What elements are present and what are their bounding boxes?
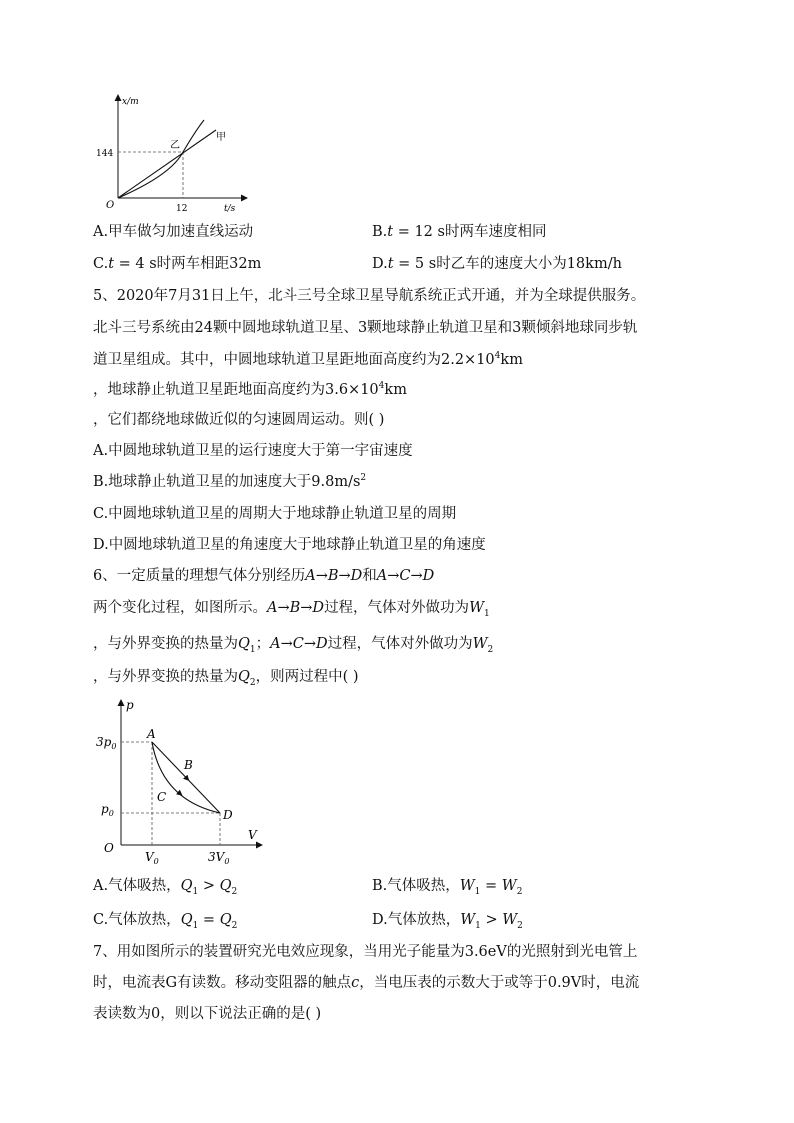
q5-b-text: B.地球静止轨道卫星的加速度大于 — [93, 474, 312, 490]
q4-option-b[interactable] — [372, 222, 546, 242]
pv-graph — [96, 695, 271, 865]
q6-d-w1: W — [460, 912, 476, 928]
q5-b-val: 9.8m/s — [311, 474, 361, 490]
q6-w2: W — [472, 636, 488, 652]
tick-p0 — [101, 802, 114, 818]
tick-3v0-base: 3V — [208, 850, 225, 864]
point-b-label: B — [184, 758, 193, 772]
q5-height-1-exp: 4 — [494, 351, 501, 362]
q6-b-text: B.气体吸热， — [372, 878, 460, 894]
q6-a-rel: > — [198, 878, 220, 894]
q4-option-c[interactable] — [93, 254, 261, 274]
q6-a-q2-sub: 2 — [231, 886, 238, 897]
q4-b-prefix: B. — [372, 224, 388, 240]
q6-line-3-path: A→C→D — [270, 636, 328, 652]
q6-a-q1-sub: 1 — [192, 886, 199, 897]
q6-d-w2: W — [502, 912, 518, 928]
q6-a-q1: Q — [180, 878, 193, 894]
q6-line-1-text: 6、一定质量的理想气体分别经历 — [93, 568, 306, 584]
q7-line-2 — [93, 973, 639, 993]
q6-option-c[interactable] — [93, 910, 237, 930]
tick-p0-base: p — [101, 802, 109, 816]
q6-line-3-text: ，与外界变换的热量为 — [93, 636, 238, 652]
q6-line-2 — [93, 598, 490, 618]
q4-c-text: 时两车相距32m — [156, 256, 262, 272]
q7-line-1: 7、用如图所示的装置研究光电效应现象，当用光子能量为3.6eV的光照射到光电管上 — [93, 944, 638, 960]
q5-height-2-exp: 4 — [378, 381, 385, 392]
q6-path-2: A→C→D — [376, 568, 435, 584]
tick-3p0-sub: 0 — [111, 742, 117, 751]
x-axis-label: t/s — [224, 204, 236, 214]
q6-c-text: C.气体放热， — [93, 912, 181, 928]
q6-q2-sub: 2 — [249, 677, 256, 688]
line-jia — [118, 130, 216, 198]
label-yi: 乙 — [170, 140, 180, 151]
p-axis-label: p — [126, 698, 134, 712]
q6-line-3 — [93, 634, 493, 654]
q7-line-2-a: 时，电流表G有读数。移动变阻器的触点 — [93, 975, 352, 991]
q6-q2: Q — [238, 669, 250, 685]
tick-3v0 — [208, 850, 229, 865]
origin-label: O — [106, 200, 115, 211]
tick-p0-sub: 0 — [108, 809, 114, 818]
q4-option-a[interactable]: A.甲车做匀加速直线运动 — [93, 224, 254, 240]
q6-option-b[interactable] — [372, 876, 522, 896]
q6-c-q2-sub: 2 — [231, 920, 238, 931]
q6-option-a[interactable] — [93, 876, 237, 896]
q4-d-text: 时乙车的速度大小为18km/h — [436, 256, 622, 272]
x-tick-12: 12 — [176, 204, 188, 214]
q6-line-4 — [93, 667, 359, 687]
y-tick-144: 144 — [96, 149, 114, 159]
tick-3p0 — [96, 735, 116, 751]
q6-line-4-end: ，则两过程中( ) — [255, 669, 359, 685]
y-axis-label: x/m — [122, 97, 139, 107]
q6-path-1: A→B→D — [305, 568, 363, 584]
tick-v0 — [145, 850, 159, 865]
point-a-label: A — [147, 727, 156, 741]
q4-d-eq: = 5 s — [393, 256, 437, 272]
q6-b-rel: = — [480, 878, 502, 894]
q6-line-3-mid: 过程，气体对外做功为 — [327, 636, 473, 652]
q6-b-w1-sub: 1 — [474, 886, 481, 897]
q6-q1-sub: 1 — [249, 644, 256, 655]
q6-a-text: A.气体吸热， — [93, 878, 181, 894]
q4-d-t: t — [387, 256, 394, 272]
q7-contact-c: c — [351, 975, 360, 991]
q5-height-2-unit: km — [384, 382, 407, 398]
q6-q1: Q — [238, 636, 250, 652]
origin-label: O — [104, 841, 114, 855]
q6-b-w2: W — [501, 878, 517, 894]
point-c-label: C — [157, 790, 167, 804]
q5-option-a[interactable]: A.中圆地球轨道卫星的运行速度大于第一宇宙速度 — [93, 443, 413, 459]
q4-c-prefix: C. — [93, 256, 109, 272]
q5-option-b[interactable] — [93, 472, 366, 492]
q6-d-rel: > — [480, 912, 503, 928]
curve-yi — [118, 120, 204, 198]
q6-w1: W — [469, 600, 484, 616]
q7-line-3: 表读数为0，则以下说法正确的是( ) — [93, 1006, 322, 1022]
tick-3p0-base: 3p — [96, 735, 112, 749]
q4-option-d[interactable] — [372, 254, 622, 274]
q6-and: 和 — [362, 568, 377, 584]
point-d-label: D — [223, 808, 233, 822]
q6-w2-sub: 2 — [487, 644, 494, 655]
q5-height-1-unit: km — [500, 352, 523, 368]
q6-c-q2: Q — [219, 912, 232, 928]
q4-c-eq: = 4 s — [114, 256, 157, 272]
q6-line-4-text: ，与外界变换的热量为 — [93, 669, 238, 685]
v-axis-label: V — [248, 828, 257, 842]
q5-line-1: 5、2020年7月31日上午，北斗三号全球卫星导航系统正式开通，并为全球提供服务。 — [93, 288, 646, 304]
q6-b-w1: W — [459, 878, 475, 894]
q4-d-prefix: D. — [372, 256, 388, 272]
q5-line-3 — [93, 350, 523, 370]
label-jia: 甲 — [216, 132, 226, 143]
q6-c-rel: = — [198, 912, 220, 928]
tick-3v0-sub: 0 — [224, 857, 230, 865]
q4-b-eq: = 12 s — [393, 224, 445, 240]
q6-b-w2-sub: 2 — [516, 886, 523, 897]
q5-option-c[interactable]: C.中圆地球轨道卫星的周期大于地球静止轨道卫星的周期 — [93, 506, 457, 522]
q5-line-2: 北斗三号系统由24颗中圆地球轨道卫星、3颗地球静止轨道卫星和3颗倾斜地球同步轨 — [93, 320, 638, 336]
q6-line-2-path: A→B→D — [267, 600, 325, 616]
q4-c-t: t — [108, 256, 115, 272]
q6-option-d[interactable] — [372, 910, 523, 930]
q5-line-4-text: ，地球静止轨道卫星距地面高度约为 — [93, 382, 325, 398]
q5-line-5: ，它们都绕地球做近似的匀速圆周运动。则( ) — [93, 412, 385, 428]
xt-graph — [96, 90, 256, 215]
q6-line-1 — [93, 566, 434, 586]
q6-line-2-text: 两个变化过程，如图所示。 — [93, 600, 267, 616]
q6-w1-sub: 1 — [483, 608, 490, 619]
q6-c-q1: Q — [180, 912, 193, 928]
q6-a-q2: Q — [219, 878, 232, 894]
q7-line-2-b: ，当电压表的示数大于或等于0.9V时，电流 — [359, 975, 640, 991]
q6-d-w2-sub: 2 — [517, 920, 523, 931]
tick-v0-sub: 0 — [153, 857, 159, 865]
q5-height-2: 3.6×10 — [325, 382, 379, 398]
q5-option-d[interactable]: D.中圆地球轨道卫星的角速度大于地球静止轨道卫星的角速度 — [93, 537, 486, 553]
q5-height-1: 2.2×10 — [441, 352, 495, 368]
q4-b-text: 时两车速度相同 — [444, 224, 547, 240]
q4-b-t: t — [387, 224, 394, 240]
q6-d-text: D.气体放热， — [372, 912, 461, 928]
q5-line-3-text: 道卫星组成。其中，中圆地球轨道卫星距地面高度约为 — [93, 352, 441, 368]
q5-line-4 — [93, 380, 407, 400]
q6-c-q1-sub: 1 — [192, 920, 199, 931]
q6-d-w1-sub: 1 — [475, 920, 481, 931]
q6-semicolon: ； — [255, 636, 271, 652]
q5-b-exp: 2 — [360, 473, 367, 484]
q6-line-2-mid: 过程，气体对外做功为 — [324, 600, 470, 616]
tick-v0-base: V — [145, 850, 154, 864]
